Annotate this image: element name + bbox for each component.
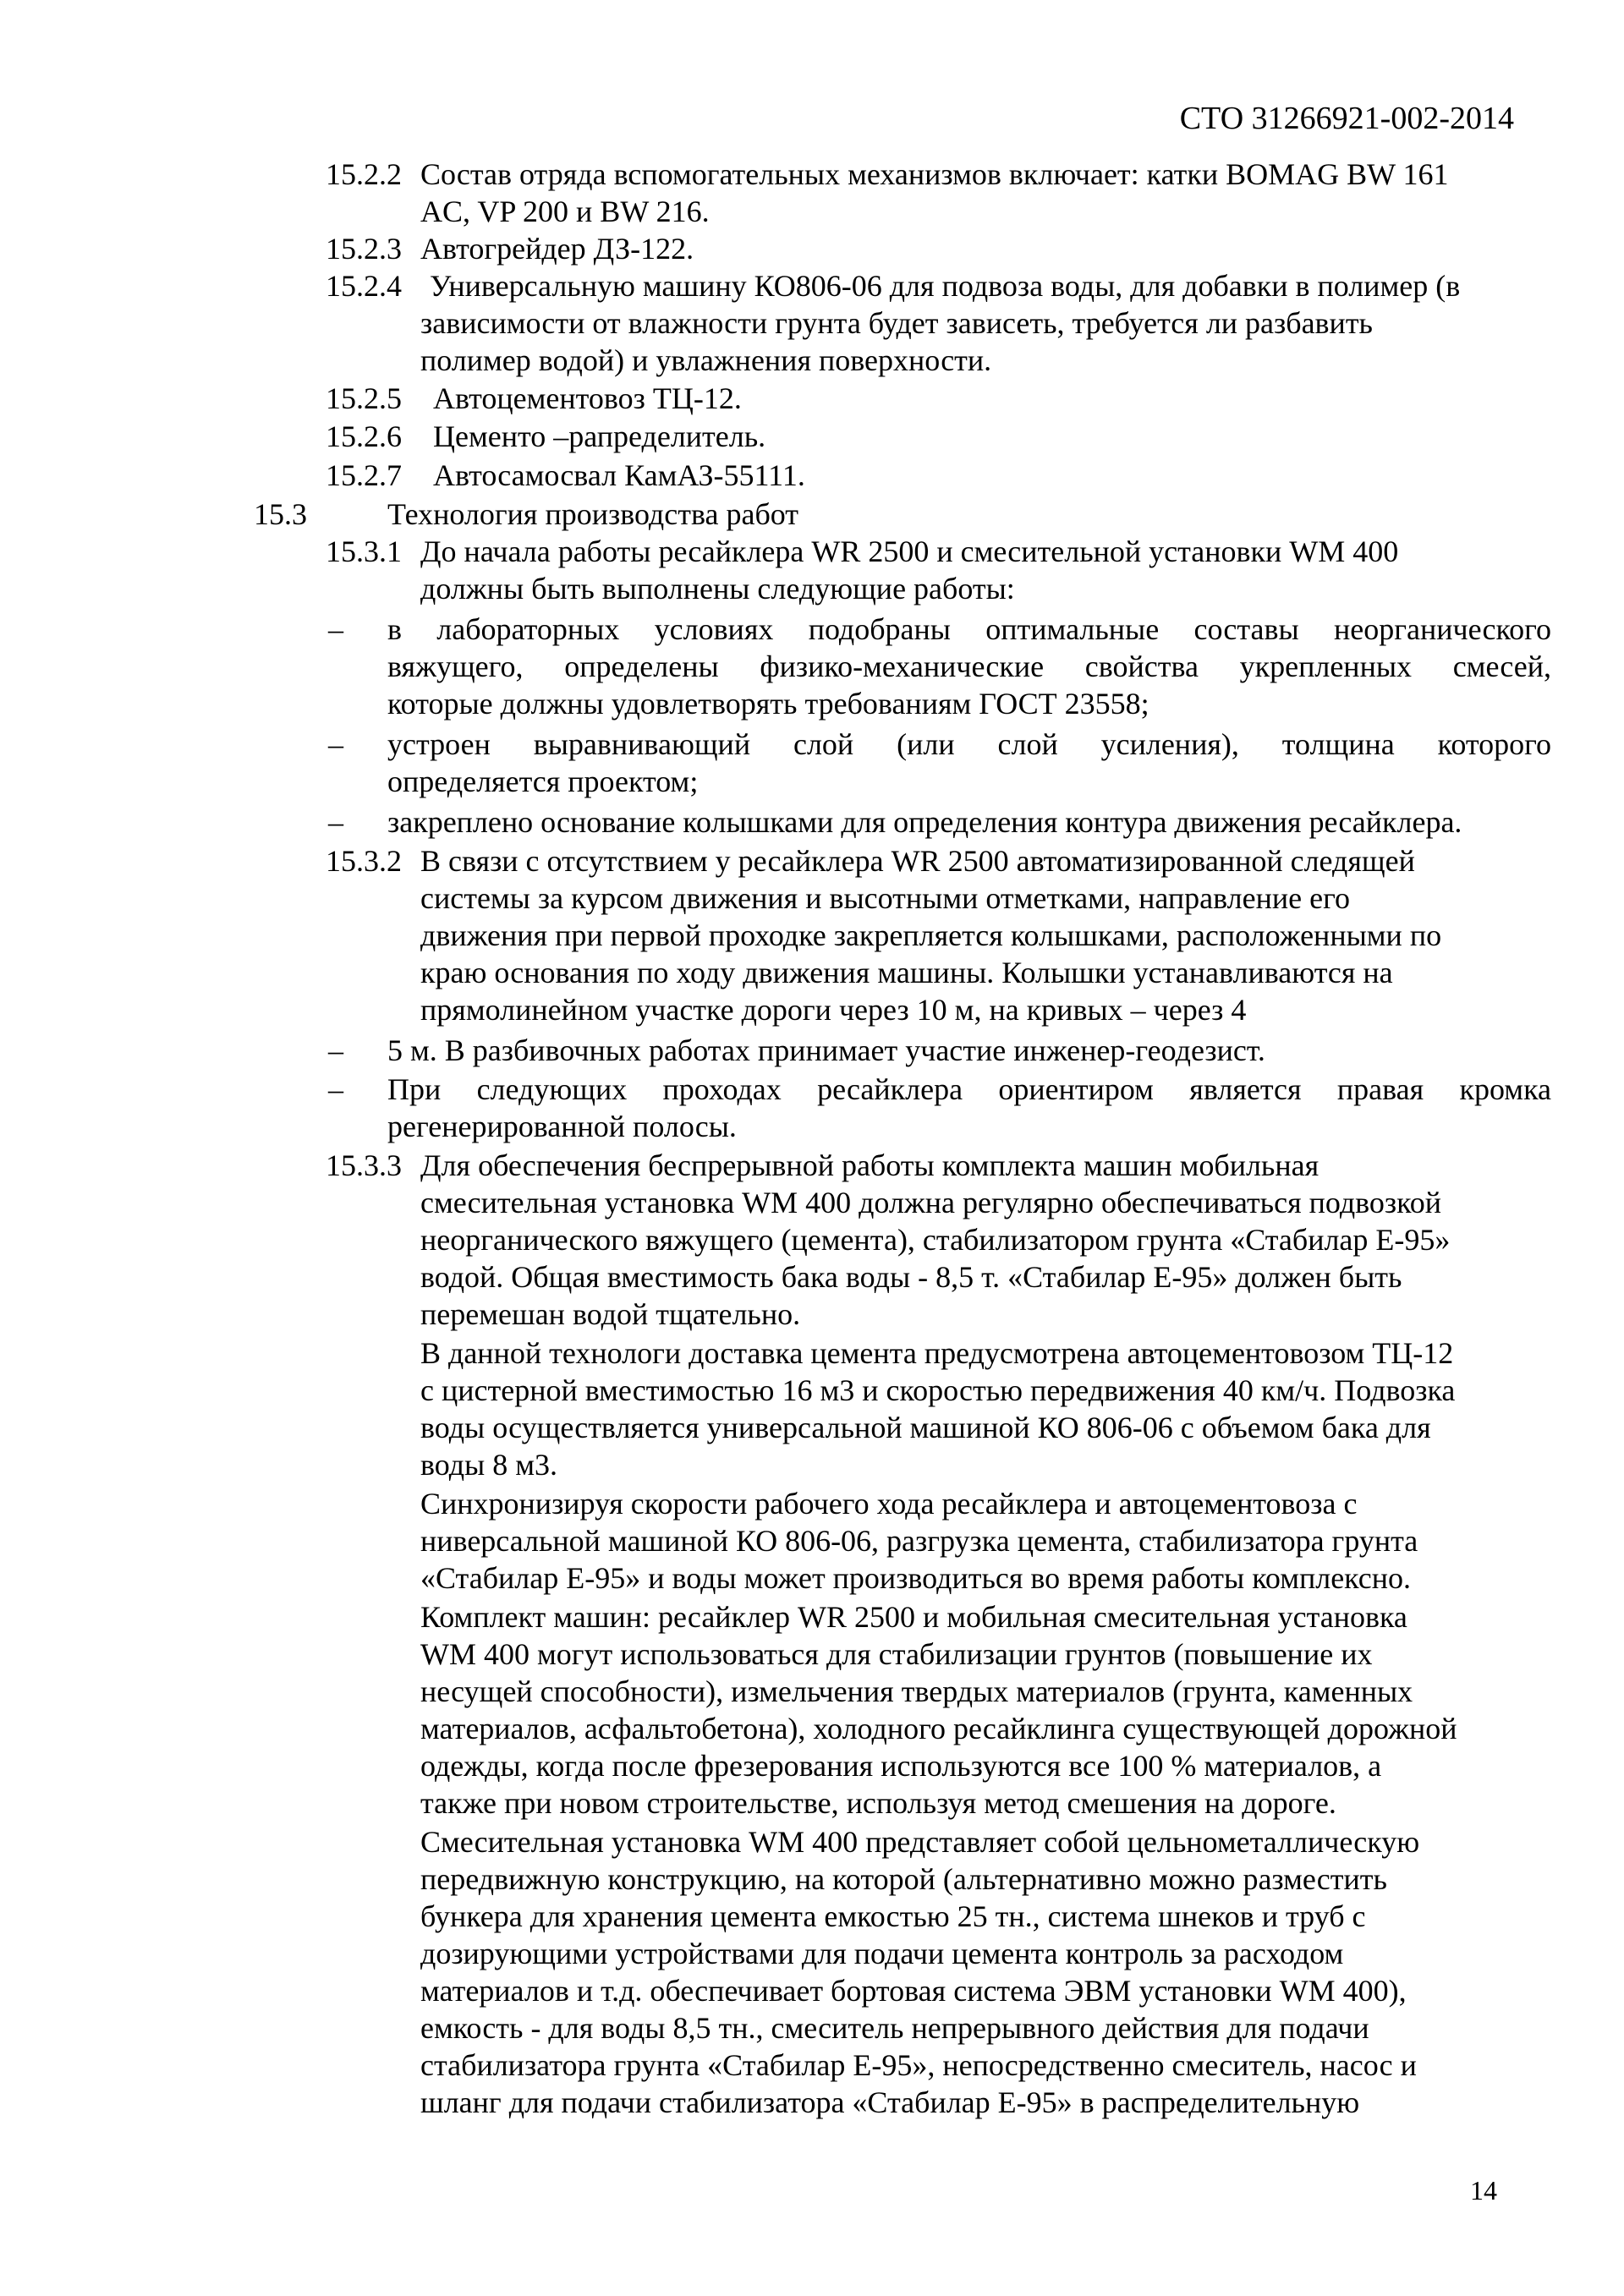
item-15-2-6-text-line: Цементо –рапределитель. bbox=[433, 419, 766, 453]
item-15-3-2-text-line: системы за курсом движения и высотными отметками, направление его bbox=[420, 881, 1350, 915]
paragraph-text-line: одежды, когда после фрезерования используются все 100 % материалов, а bbox=[420, 1749, 1382, 1783]
item-15-3-2-text-line: прямолинейном участке дороги через 10 м, на кривых – через 4 bbox=[420, 993, 1247, 1027]
paragraph-text-line: материалов, асфальтобетона), холодного ресайклинга существующей дорожной bbox=[420, 1712, 1457, 1745]
dash-bullet: – bbox=[328, 805, 343, 839]
item-15-2-5-text-line: Автоцементовоз ТЦ-12. bbox=[433, 381, 742, 415]
bullet-text-line: определяется проектом; bbox=[387, 764, 699, 798]
item-15-3-2-text-line: В связи с отсутствием у ресайклера WR 2500 автоматизированной следящей bbox=[420, 844, 1415, 878]
bullet-text-line: в лабораторных условиях подобраны оптимальные составы неорганического bbox=[387, 612, 1551, 646]
section-number-15-3: 15.3 bbox=[254, 497, 307, 531]
item-15-3-3-text-line: перемешан водой тщательно. bbox=[420, 1297, 801, 1331]
paragraph-text-line: воды 8 м3. bbox=[420, 1448, 557, 1482]
item-15-3-3-text-line: неорганического вяжущего (цемента), стабилизатором грунта «Стабилар Е-95» bbox=[420, 1223, 1451, 1257]
item-15-3-1-text-line: До начала работы ресайклера WR 2500 и смесительной установки WM 400 bbox=[420, 534, 1399, 568]
item-15-3-3-text-line: смесительная установка WM 400 должна регулярно обеспечиваться подвозкой bbox=[420, 1186, 1442, 1219]
item-15-2-4-text-line: полимер водой) и увлажнения поверхности. bbox=[420, 343, 992, 377]
paragraph-text-line: шланг для подачи стабилизатора «Стабилар Е-95» в распределительную bbox=[420, 2085, 1360, 2119]
paragraph-text-line: стабилизатора грунта «Стабилар Е-95», непосредственно смеситель, насос и bbox=[420, 2048, 1417, 2082]
paragraph-text-line: Комплект машин: ресайклер WR 2500 и мобильная смесительная установка bbox=[420, 1600, 1407, 1634]
bullet-text-line: которые должны удовлетворять требованиям ГОСТ 23558; bbox=[387, 687, 1149, 721]
paragraph-text-line: Смесительная установка WM 400 представляет собой цельнометаллическую bbox=[420, 1825, 1420, 1859]
item-number-15-2-5: 15.2.5 bbox=[326, 381, 402, 415]
item-15-2-7-text-line: Автосамосвал КамАЗ-55111. bbox=[433, 458, 805, 492]
item-15-3-1-text-line: должны быть выполнены следующие работы: bbox=[420, 572, 1015, 606]
item-15-3-3-text-line: Для обеспечения беспрерывной работы комплекта машин мобильная bbox=[420, 1148, 1320, 1182]
section-15-3-title: Технология производства работ bbox=[387, 497, 799, 531]
item-15-2-3-text-line: Автогрейдер ДЗ-122. bbox=[420, 232, 694, 266]
item-number-15-2-2: 15.2.2 bbox=[326, 157, 402, 191]
paragraph-text-line: Синхронизируя скорости рабочего хода ресайклера и автоцементовоза с bbox=[420, 1487, 1358, 1521]
item-number-15-2-3: 15.2.3 bbox=[326, 232, 402, 266]
paragraph-text-line: ниверсальной машиной КО 806-06, разгрузка цемента, стабилизатора грунта bbox=[420, 1524, 1418, 1558]
bullet-text-line: 5 м. В разбивочных работах принимает участие инженер-геодезист. bbox=[387, 1033, 1265, 1067]
item-15-3-2-text-line: краю основания по ходу движения машины. Колышки устанавливаются на bbox=[420, 956, 1393, 989]
bullet-text-line: регенерированной полосы. bbox=[387, 1110, 737, 1143]
dash-bullet: – bbox=[328, 727, 343, 761]
paragraph-text-line: В данной технологи доставка цемента предусмотрена автоцементовозом ТЦ-12 bbox=[420, 1336, 1454, 1370]
item-number-15-3-1: 15.3.1 bbox=[326, 534, 402, 568]
item-number-15-2-6: 15.2.6 bbox=[326, 419, 402, 453]
dash-bullet: – bbox=[328, 1033, 343, 1067]
document-code-header: СТО 31266921-002-2014 bbox=[1179, 101, 1514, 136]
paragraph-text-line: «Стабилар Е-95» и воды может производиться во время работы комплексно. bbox=[420, 1561, 1412, 1595]
item-number-15-3-3: 15.3.3 bbox=[326, 1148, 402, 1182]
page-number: 14 bbox=[1470, 2175, 1497, 2206]
dash-bullet: – bbox=[328, 1072, 343, 1106]
item-15-2-2-text-line: Состав отряда вспомогательных механизмов включает: катки BOMAG BW 161 bbox=[420, 157, 1449, 191]
bullet-text-line: При следующих проходах ресайклера ориентиром является правая кромка bbox=[387, 1072, 1551, 1106]
paragraph-text-line: с цистерной вместимостью 16 м3 и скоростью передвижения 40 км/ч. Подвозка bbox=[420, 1373, 1456, 1407]
paragraph-text-line: дозирующими устройствами для подачи цемента контроль за расходом bbox=[420, 1937, 1344, 1970]
item-15-2-4-text-line: Универсальную машину КО806-06 для подвоза воды, для добавки в полимер (в bbox=[430, 269, 1461, 303]
item-number-15-3-2: 15.3.2 bbox=[326, 844, 402, 878]
dash-bullet: – bbox=[328, 612, 343, 646]
item-number-15-2-7: 15.2.7 bbox=[326, 458, 402, 492]
bullet-text-line: вяжущего, определены физико-механические свойства укрепленных смесей, bbox=[387, 649, 1551, 683]
bullet-text-line: закреплено основание колышками для определения контура движения ресайклера. bbox=[387, 805, 1462, 839]
item-15-2-4-text-line: зависимости от влажности грунта будет зависеть, требуется ли разбавить bbox=[420, 306, 1373, 340]
paragraph-text-line: емкость - для воды 8,5 тн., смеситель непрерывного действия для подачи bbox=[420, 2011, 1369, 2045]
paragraph-text-line: воды осуществляется универсальной машиной КО 806-06 с объемом бака для bbox=[420, 1411, 1431, 1444]
item-number-15-2-4: 15.2.4 bbox=[326, 269, 402, 303]
item-15-3-2-text-line: движения при первой проходке закрепляется колышками, расположенными по bbox=[420, 918, 1442, 952]
item-15-2-2-text-line: AC, VP 200 и BW 216. bbox=[420, 195, 710, 228]
paragraph-text-line: WM 400 могут использоваться для стабилизации грунтов (повышение их bbox=[420, 1637, 1373, 1671]
paragraph-text-line: несущей способности), измельчения твердых материалов (грунта, каменных bbox=[420, 1674, 1413, 1708]
bullet-text-line: устроен выравнивающий слой (или слой усиления), толщина которого bbox=[387, 727, 1551, 761]
paragraph-text-line: материалов и т.д. обеспечивает бортовая система ЭВМ установки WM 400), bbox=[420, 1974, 1407, 2008]
paragraph-text-line: бункера для хранения цемента емкостью 25 тн., система шнеков и труб с bbox=[420, 1899, 1366, 1933]
paragraph-text-line: также при новом строительстве, используя метод смешения на дороге. bbox=[420, 1786, 1336, 1820]
paragraph-text-line: передвижную конструкцию, на которой (альтернативно можно разместить bbox=[420, 1862, 1387, 1896]
item-15-3-3-text-line: водой. Общая вместимость бака воды - 8,5 т. «Стабилар Е-95» должен быть bbox=[420, 1260, 1402, 1294]
